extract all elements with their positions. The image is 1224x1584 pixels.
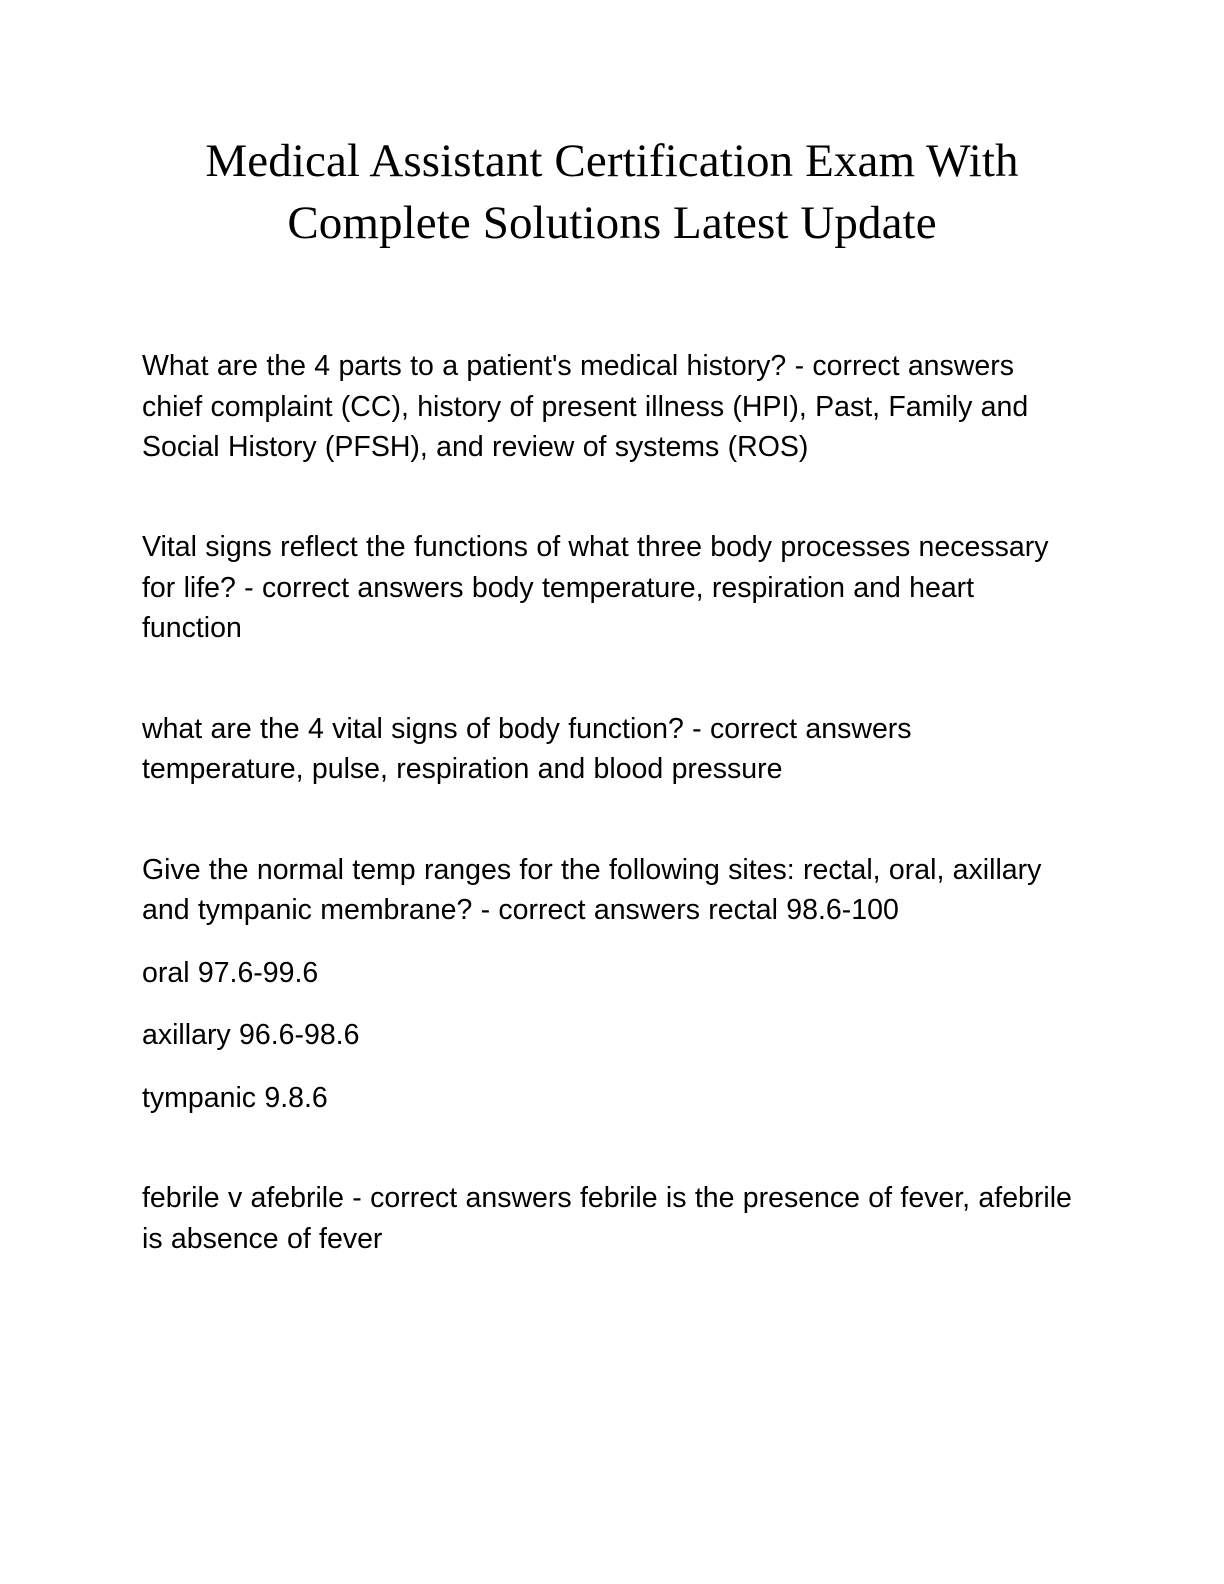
spacer (142, 1118, 1074, 1178)
qa-item-4-line-4: tympanic 9.8.6 (142, 1081, 328, 1114)
spacer (142, 1056, 1074, 1078)
qa-item-4-line-2: oral 97.6-99.6 (142, 956, 319, 989)
spacer (142, 931, 1074, 953)
qa-item-4: Give the normal temp ranges for the following sites: rectal, oral, axillary and tympanic membrane? - correct answers rectal 98.6-100 (142, 853, 1042, 927)
qa-item-2: Vital signs reflect the functions of what three body processes necessary for life? - correct answers body temperature, respiration and heart function (142, 531, 1049, 645)
qa-item-4-line-3: axillary 96.6-98.6 (142, 1019, 360, 1052)
spacer (142, 649, 1074, 709)
spacer (142, 993, 1074, 1015)
spacer (142, 790, 1074, 850)
spacer (142, 467, 1074, 527)
qa-item-5: febrile v afebrile - correct answers febrile is the presence of fever, afebrile is absence of fever (142, 1182, 1072, 1255)
document-body (0, 346, 1224, 1259)
qa-item-1: What are the 4 parts to a patient's medical history? - correct answers chief complaint (CC), history of present illness (HPI), Past, Family and Social History (PFSH), and review of systems (ROS) (142, 350, 1029, 463)
qa-item-3: what are the 4 vital signs of body function? - correct answers temperature, pulse, respiration and blood pressure (142, 712, 912, 786)
page-title: Medical Assistant Certification Exam With Complete Solutions Latest Update (205, 135, 1019, 250)
